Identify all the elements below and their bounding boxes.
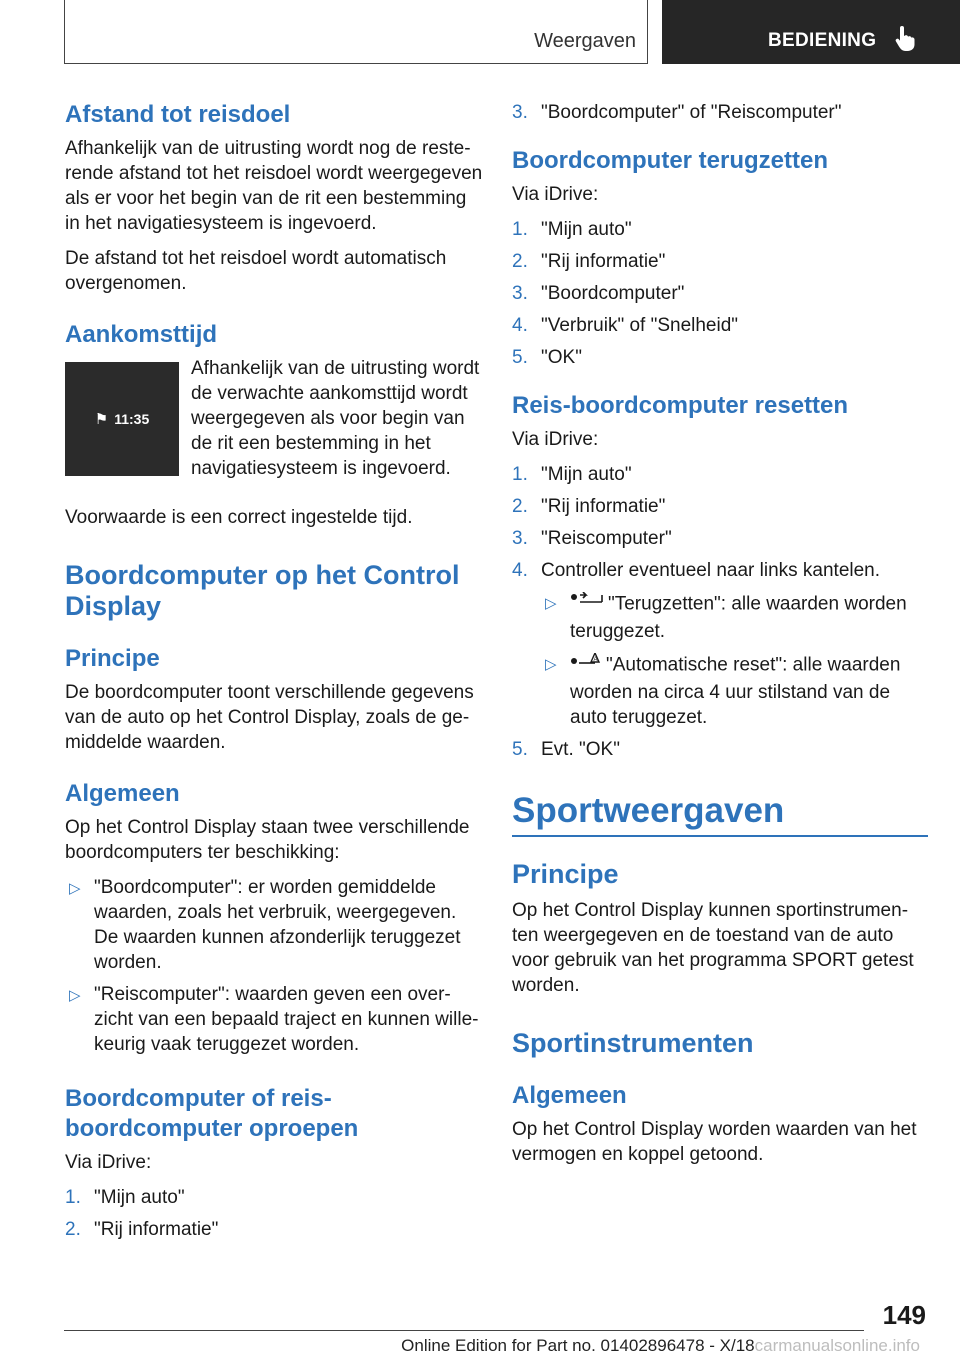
heading-aankomsttijd: Aankomsttijd <box>65 321 218 348</box>
triangle-bullet-icon: ▷ <box>545 656 557 673</box>
edition-text: Online Edition for Part no. 01402896478 - X/18 <box>401 1336 755 1355</box>
list-item: ▷ "Boordcomputer": er worden gemiddelde waarden, zoals het verbruik, weergegeven. De waarden kunnen afzonderlijk teruggezet worden. <box>69 877 461 973</box>
list-item: 1. "Mijn auto" <box>512 464 632 485</box>
footer-edition <box>401 1336 920 1356</box>
display-image <box>65 362 179 476</box>
heading-principe-left: Principe <box>65 645 160 672</box>
triangle-bullet-icon: ▷ <box>545 595 557 612</box>
svg-text:A: A <box>593 657 598 663</box>
steps-oproepen <box>65 1185 483 1242</box>
steps-reset-last <box>512 737 928 762</box>
paragraph-voorwaarde: Voorwaarde is een correct ingestelde tijd. <box>65 507 413 528</box>
paragraph-algemeen-right: Op het Control Display worden waarden van het vermogen en koppel getoond. <box>512 1119 917 1165</box>
steps-oproepen-continued <box>512 100 928 125</box>
bullet-list-computers <box>65 875 483 1057</box>
paragraph-via-idrive-1: Via iDrive: <box>512 184 599 205</box>
heading-algemeen-right: Algemeen <box>512 1082 627 1109</box>
list-item: 1. "Mijn auto" <box>65 1187 185 1208</box>
display-time: 11:35 <box>114 411 150 427</box>
auto-reset-icon <box>570 651 602 676</box>
page-number: 149 <box>882 1300 926 1330</box>
hand-pointer-icon <box>894 26 916 57</box>
list-item: 2. "Rij informatie" <box>512 496 666 517</box>
list-item: 3. "Boordcomputer" <box>512 283 685 304</box>
paragraph-afstand-2: De afstand tot het reisdoel wordt automatisch overgenomen. <box>65 248 447 294</box>
paragraph-algemeen-left: Op het Control Display staan twee verschillende boordcomputers ter beschikking: <box>65 817 470 863</box>
paragraph-via-idrive-2: Via iDrive: <box>512 429 599 450</box>
paragraph-aankomsttijd: Afhankelijk van de uitrusting wordt de verwachte aankomsttijd wordt weergegeven als voor begin van de rit een bestemming in het navigatiesysteem is ingevoerd. <box>191 358 480 479</box>
page-header <box>0 0 960 66</box>
heading-sportinstrumenten: Sportinstrumenten <box>512 1028 754 1058</box>
steps-resetten <box>512 462 928 583</box>
triangle-bullet-icon: ▷ <box>69 880 81 897</box>
heading-sportweergaven: Sportweergaven <box>512 791 785 830</box>
paragraph-afstand-1: Afhankelijk van de uitrusting wordt nog de resterende afstand tot het reisdoel wordt weergegeven als er voor het begin van de rit een bestemming in het navigatiesysteem is ingevoerd. <box>65 138 483 234</box>
footer-divider <box>64 1330 864 1331</box>
heading-oproepen: Boordcomputer of reisboordcomputer oproepen <box>65 1085 359 1142</box>
heading-terugzetten: Boordcomputer terugzetten <box>512 147 829 174</box>
right-column <box>512 100 928 1177</box>
paragraph-principe-right: Op het Control Display kunnen sportinstrumenten weergegeven en de toestand van de auto voor gebruik van het programma SPORT getest worden. <box>512 900 914 996</box>
list-item: 4. Controller eventueel naar links kantelen. <box>512 560 881 581</box>
list-item: 5. "OK" <box>512 347 582 368</box>
steps-terugzetten <box>512 217 928 370</box>
header-section-title: Weergaven <box>534 30 636 52</box>
list-item: ▷ A "Automatische reset": alle waarden worden na circa 4 uur stilstand van de auto teruggezet. <box>541 651 928 730</box>
list-item: 3. "Boordcomputer" of "Reiscomputer" <box>512 102 842 123</box>
paragraph-via-idrive: Via iDrive: <box>65 1152 152 1173</box>
list-item: 2. "Rij informatie" <box>512 251 666 272</box>
sport-heading-wrapper <box>512 789 928 837</box>
heading-principe-right: Principe <box>512 859 619 889</box>
list-item: 3. "Reiscomputer" <box>512 528 672 549</box>
header-chapter-label: BEDIENING <box>768 30 877 51</box>
sub-bullets-reset <box>512 590 928 730</box>
list-item: 2. "Rij informatie" <box>65 1219 219 1240</box>
list-item: ▷ "Terugzetten": alle waarden worden teruggezet. <box>541 590 928 644</box>
heading-algemeen-left: Algemeen <box>65 780 180 807</box>
left-column <box>65 100 483 1249</box>
paragraph-principe-left: De boordcomputer toont verschillende gegevens van de auto op het Control Display, zoals de gemiddelde waarden. <box>65 682 474 753</box>
heading-boordcomputer: Boordcomputer op het Control Display <box>65 560 460 621</box>
list-item: 5. Evt. "OK" <box>512 739 620 760</box>
list-item: 4. "Verbruik" of "Snelheid" <box>512 315 739 336</box>
watermark-text: carmanualsonline.info <box>754 1336 920 1355</box>
list-item: ▷ "Reiscomputer": waarden geven een overzicht van een bepaald traject en kunnen willekeurig vaak teruggezet worden. <box>69 984 479 1055</box>
list-item: 1. "Mijn auto" <box>512 219 632 240</box>
reset-arrow-icon <box>570 590 604 615</box>
heading-resetten: Reis-boordcomputer resetten <box>512 392 849 419</box>
heading-afstand: Afstand tot reisdoel <box>65 101 291 128</box>
triangle-bullet-icon: ▷ <box>69 987 81 1004</box>
navigation-flag-icon: ⚑ <box>94 411 109 428</box>
header-chapter-tab <box>662 0 960 64</box>
